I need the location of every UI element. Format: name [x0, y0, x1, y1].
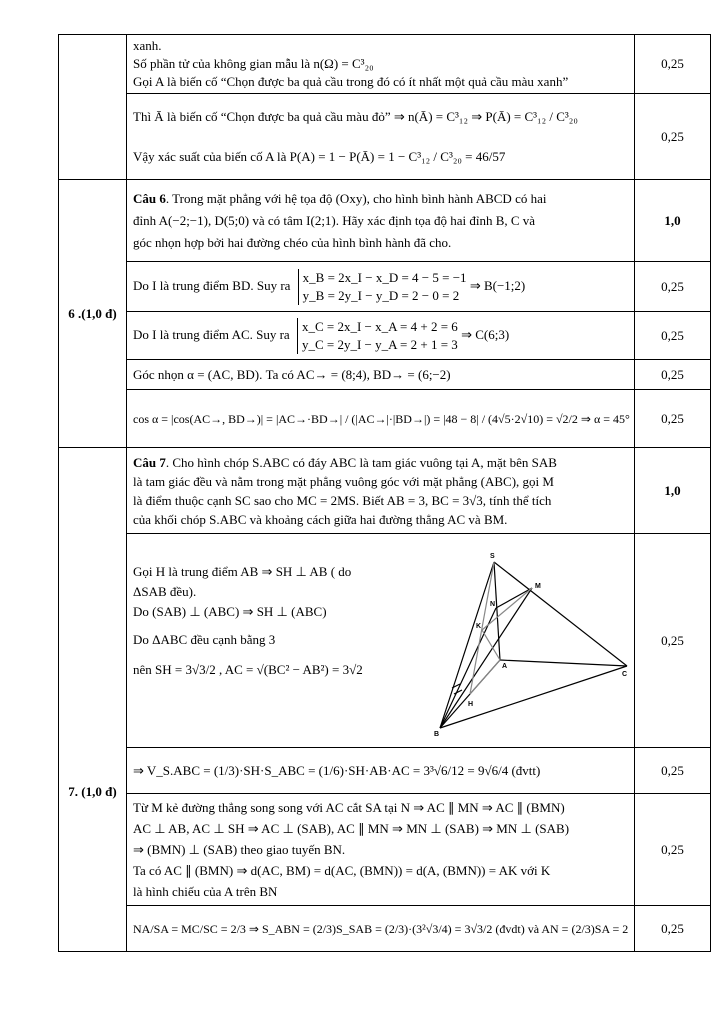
- text-line: nên SH = 3√3/2 , AC = √(BC² − AB²) = 3√2: [133, 662, 363, 677]
- content-cell: [127, 360, 635, 390]
- segment-sh: [470, 562, 494, 694]
- score-cell: 0,25: [635, 906, 711, 952]
- text-line: xanh.: [133, 38, 162, 53]
- question-label: 7. (1,0 đ): [59, 448, 127, 952]
- question-title: Câu 7: [133, 454, 166, 470]
- content-cell: [127, 448, 635, 534]
- score-cell: 0,25: [635, 390, 711, 448]
- text-line: Số phần tử của không gian mẫu là n(Ω) = C³₂₀: [133, 56, 374, 71]
- text-span: Do I là trung điểm AC. Suy ra: [133, 326, 290, 342]
- equation: x_B = 2x_I − x_D = 4 − 5 = −1: [302, 269, 467, 285]
- content-cell: [127, 390, 635, 448]
- table-row: [59, 262, 711, 312]
- text-line: NA/SA = MC/SC = 2/3 ⇒ S_ABN = (2/3)S_SAB = (2/3)·(3²√3/4) = 3√3/2 (đvdt) và AN = (2/3)SA = 2: [133, 921, 629, 936]
- text-line: [133, 453, 628, 472]
- question-label: 6 .(1,0 đ): [59, 180, 127, 448]
- score-cell: 0,25: [635, 534, 711, 748]
- text-line: Thì Ā là biến cố “Chọn được ba quả cầu màu đỏ” ⇒ n(Ā) = C³₁₂ ⇒ P(Ā) = C³₁₂ / C³₂₀: [133, 108, 578, 124]
- score-cell: 0,25: [635, 360, 711, 390]
- segment-ak: [482, 630, 500, 660]
- text-line: Từ M kẻ đường thẳng song song với AC cắt SA tại N ⇒ AC ∥ MN ⇒ AC ∥ (BMN): [133, 800, 565, 815]
- label-n: N: [490, 601, 496, 608]
- table-row: [59, 906, 711, 952]
- text-line: Do ΔABC đều cạnh bằng 3: [133, 632, 276, 647]
- score-cell: 0,25: [635, 748, 711, 794]
- question-text: . Trong mặt phẳng với hệ tọa độ (Oxy), cho hình bình hành ABCD có hai: [165, 190, 547, 206]
- edge-sb: [440, 562, 494, 728]
- text-line: [133, 318, 628, 354]
- content-cell: [127, 312, 635, 360]
- segment-km: [482, 588, 532, 630]
- table-row: [59, 360, 711, 390]
- text-line: là tam giác đều và nằm trong mặt phẳng vuông góc với mặt phẳng (ABC), gọi M: [133, 473, 554, 489]
- text-line: góc nhọn hợp bởi hai đường chéo của hình bình hành đã cho.: [133, 234, 452, 250]
- score-cell: 0,25: [635, 262, 711, 312]
- label-h: H: [468, 701, 474, 708]
- label-k: K: [476, 623, 482, 630]
- score-cell: 1,0: [635, 448, 711, 534]
- text-line: ⇒ (BMN) ⊥ (SAB) theo giao tuyến BN.: [133, 842, 346, 857]
- text-line: Do (SAB) ⊥ (ABC) ⇒ SH ⊥ (ABC): [133, 604, 327, 619]
- equation: y_B = 2y_I − y_D = 2 − 0 = 2: [302, 287, 460, 303]
- text-line: [133, 188, 628, 210]
- text-line: là hình chiếu của A trên BN: [133, 884, 278, 899]
- content-cell: [127, 262, 635, 312]
- system-brace: [297, 318, 458, 354]
- answer-table: [58, 34, 711, 952]
- edge-ac: [500, 660, 627, 666]
- score-cell: 1,0: [635, 180, 711, 262]
- text-line: Vậy xác suất của biến cố A là P(A) = 1 − P(Ā) = 1 − C³₁₂ / C³₂₀ = 46/57: [133, 148, 506, 164]
- segment-ha: [470, 660, 500, 694]
- content-cell: [127, 35, 635, 94]
- text-line: Ta có AC ∥ (BMN) ⇒ d(AC, BM) = d(AC, (BMN)) = d(A, (BMN)) = AK với K: [133, 863, 551, 878]
- solution-text: [133, 562, 403, 680]
- text-line: Gọi H là trung điểm AB ⇒ SH ⊥ AB ( do: [133, 564, 352, 579]
- table-row: [59, 180, 711, 262]
- equation: x_C = 2x_I − x_A = 4 + 2 = 6: [301, 318, 458, 334]
- edge-sc: [494, 562, 627, 666]
- segment-nm: [496, 588, 532, 608]
- content-cell: [127, 794, 635, 906]
- content-cell: [127, 906, 635, 952]
- score-cell: 0,25: [635, 35, 711, 94]
- text-line: Góc nhọn α = (AC, BD). Ta có AC→ = (8;4), BD→ = (6;−2): [133, 366, 451, 382]
- label-s: S: [490, 553, 495, 560]
- label-c: C: [622, 671, 628, 678]
- table-row: [59, 312, 711, 360]
- content-cell: [127, 180, 635, 262]
- text-line: đỉnh A(−2;−1), D(5;0) và có tâm I(2;1). Hãy xác định tọa độ hai đỉnh B, C và: [133, 212, 536, 228]
- question-label-cell: [59, 35, 127, 180]
- text-line: ΔSAB đều).: [133, 584, 197, 599]
- text-line: của khối chóp S.ABC và khoảng cách giữa hai đường thẳng AC và BM.: [133, 511, 508, 527]
- pyramid-figure: [432, 548, 632, 738]
- text-line: cos α = |cos(AC→, BD→)| = |AC→·BD→| / (|AC→|·|BD→|) = |48 − 8| / (4√5·2√10) = √2/2 ⇒ α = 45°: [133, 411, 630, 426]
- table-row: [59, 794, 711, 906]
- label-a: A: [502, 663, 508, 670]
- table-row: [59, 748, 711, 794]
- score-cell: 0,25: [635, 312, 711, 360]
- result: ⇒ C(6;3): [461, 326, 510, 342]
- label-m: M: [535, 583, 541, 590]
- text-line: là điểm thuộc cạnh SC sao cho MC = 2MS. Biết AB = 3, BC = 3√3, tính thể tích: [133, 492, 552, 508]
- text-line: ⇒ V_S.ABC = (1/3)·SH·S_ABC = (1/6)·SH·AB·AC = 3³√6/12 = 9√6/4 (đvtt): [133, 762, 541, 778]
- content-cell: [127, 748, 635, 794]
- table-row: [59, 390, 711, 448]
- label-b: B: [434, 731, 440, 738]
- table-row: [59, 35, 711, 94]
- table-row: [59, 448, 711, 534]
- text-line: AC ⊥ AB, AC ⊥ SH ⇒ AC ⊥ (SAB), AC ∥ MN ⇒ MN ⊥ (SAB) ⇒ MN ⊥ (SAB): [133, 821, 570, 836]
- text-span: Do I là trung điểm BD. Suy ra: [133, 277, 291, 293]
- table-row: [59, 94, 711, 180]
- content-cell: [127, 94, 635, 180]
- question-text: . Cho hình chóp S.ABC có đáy ABC là tam giác vuông tại A, mặt bên SAB: [165, 454, 557, 470]
- text-line: Gọi A là biến cố “Chọn được ba quả cầu trong đó có ít nhất một quả cầu màu xanh”: [133, 74, 569, 89]
- score-cell: 0,25: [635, 94, 711, 180]
- result: ⇒ B(−1;2): [469, 277, 526, 293]
- text-line: [133, 269, 628, 305]
- system-brace: [298, 269, 467, 305]
- score-cell: 0,25: [635, 794, 711, 906]
- equation: y_C = 2y_I − y_A = 2 + 1 = 3: [301, 336, 458, 352]
- question-title: Câu 6: [133, 190, 166, 206]
